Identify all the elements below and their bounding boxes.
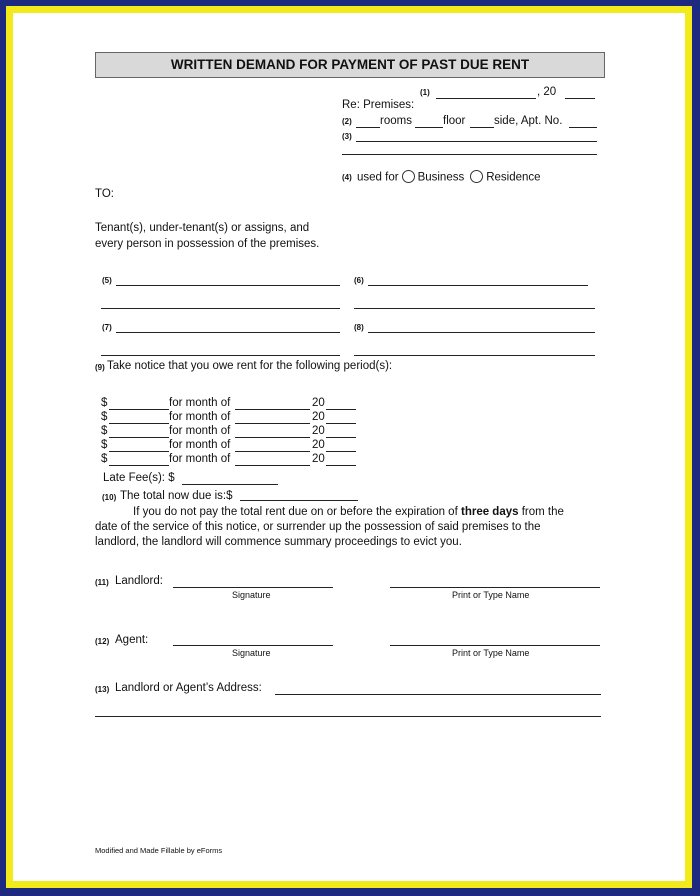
rooms-label: rooms (380, 115, 412, 127)
rent-month-field[interactable] (235, 423, 310, 424)
agent-name-caption: Print or Type Name (452, 648, 530, 658)
for-month-label: for month of (169, 439, 231, 451)
document-page (13, 13, 685, 881)
year-prefix: 20 (312, 439, 325, 451)
address-field[interactable] (275, 694, 601, 695)
rent-year-field[interactable] (326, 437, 356, 438)
year-prefix: 20 (312, 425, 325, 437)
rent-amount-field[interactable] (109, 465, 169, 466)
tenant-7-field-2[interactable] (101, 355, 340, 356)
field-number-10: (10) (102, 493, 117, 502)
used-for-text: used for (357, 171, 399, 184)
address-field-2[interactable] (95, 716, 601, 717)
late-fees-field[interactable] (182, 484, 278, 485)
rent-month-field[interactable] (235, 437, 310, 438)
field-number-1: (1) (420, 88, 430, 97)
landlord-name-field[interactable] (390, 587, 600, 588)
total-due-field[interactable] (240, 500, 358, 501)
dollar-sign: $ (101, 439, 108, 451)
field-number-7: (7) (102, 323, 112, 332)
rent-month-field[interactable] (235, 465, 310, 466)
field-number-12: (12) (95, 637, 110, 646)
dollar-sign: $ (101, 411, 108, 423)
landlord-signature-field[interactable] (173, 587, 333, 588)
field-number-6: (6) (354, 276, 364, 285)
rent-year-field[interactable] (326, 409, 356, 410)
tenant-text-line2: every person in possession of the premises. (95, 238, 320, 250)
late-fees-label: Late Fee(s): $ (103, 472, 175, 484)
business-radio[interactable] (402, 170, 415, 183)
field-number-13: (13) (95, 685, 110, 694)
notice-post: from the (521, 506, 564, 518)
landlord-label: Landlord: (115, 575, 163, 587)
address-label: Landlord or Agent’s Address: (115, 682, 262, 694)
field-number-9: (9) (95, 363, 105, 372)
rent-amount-field[interactable] (109, 437, 169, 438)
rent-amount-field[interactable] (109, 423, 169, 424)
agent-signature-field[interactable] (173, 645, 333, 646)
residence-label: Residence (486, 171, 541, 184)
take-notice-text: Take notice that you owe rent for the following period(s): (107, 360, 393, 372)
tenant-5-field-2[interactable] (101, 308, 340, 309)
tenant-7-field[interactable] (116, 332, 340, 333)
notice-line2: date of the service of this notice, or surrender up the possession of said premises to the (95, 521, 541, 533)
business-label: Business (417, 171, 465, 184)
for-month-label: for month of (169, 453, 231, 465)
field-number-8: (8) (354, 323, 364, 332)
agent-name-field[interactable] (390, 645, 600, 646)
footer-text: Modified and Made Fillable by eForms (95, 846, 223, 855)
tenant-8-field[interactable] (368, 332, 595, 333)
for-month-label: for month of (169, 397, 231, 409)
to-label: TO: (95, 188, 114, 200)
floor-label: floor (443, 115, 466, 127)
notice-line1 (133, 506, 564, 518)
tenant-text-line1: Tenant(s), under-tenant(s) or assigns, and (95, 222, 310, 234)
total-due-label: The total now due is:$ (120, 490, 233, 502)
premises-address-field-2[interactable] (342, 154, 597, 155)
dollar-sign: $ (101, 397, 108, 409)
field-number-5: (5) (102, 276, 112, 285)
rent-amount-field[interactable] (109, 451, 169, 452)
field-number-3: (3) (342, 132, 352, 141)
landlord-signature-caption: Signature (232, 590, 271, 600)
tenant-8-field-2[interactable] (354, 355, 595, 356)
side-field[interactable] (470, 127, 494, 128)
for-month-label: for month of (169, 411, 231, 423)
apt-no-field[interactable] (569, 127, 597, 128)
field-number-2: (2) (342, 117, 352, 126)
used-for-label (357, 170, 541, 185)
rent-amount-field[interactable] (109, 409, 169, 410)
form-title: WRITTEN DEMAND FOR PAYMENT OF PAST DUE RENT (95, 52, 605, 78)
tenant-6-field-2[interactable] (354, 308, 595, 309)
dollar-sign: $ (101, 453, 108, 465)
date-field[interactable] (436, 98, 536, 99)
floor-field[interactable] (415, 127, 443, 128)
rent-year-field[interactable] (326, 423, 356, 424)
year-prefix: 20 (312, 397, 325, 409)
date-year-field[interactable] (565, 98, 595, 99)
year-prefix: 20 (312, 453, 325, 465)
tenant-6-field[interactable] (368, 285, 588, 286)
notice-line3: landlord, the landlord will commence summary proceedings to evict you. (95, 536, 462, 548)
notice-bold: three days (460, 506, 519, 518)
side-apt-label: side, Apt. No. (494, 115, 563, 127)
rooms-field[interactable] (356, 127, 380, 128)
dollar-sign: $ (101, 425, 108, 437)
field-number-4: (4) (342, 173, 352, 182)
re-premises-label: Re: Premises: (342, 99, 415, 111)
residence-radio[interactable] (470, 170, 483, 183)
year-prefix: 20 (312, 411, 325, 423)
for-month-label: for month of (169, 425, 231, 437)
premises-address-field[interactable] (356, 141, 597, 142)
rent-year-field[interactable] (326, 465, 356, 466)
landlord-name-caption: Print or Type Name (452, 590, 530, 600)
rent-year-field[interactable] (326, 451, 356, 452)
rent-month-field[interactable] (235, 451, 310, 452)
agent-signature-caption: Signature (232, 648, 271, 658)
notice-pre: If you do not pay the total rent due on or before the expiration of (133, 506, 458, 518)
tenant-5-field[interactable] (116, 285, 340, 286)
date-year-label: , 20 (537, 86, 557, 98)
field-number-11: (11) (95, 578, 109, 587)
rent-month-field[interactable] (235, 409, 310, 410)
agent-label: Agent: (115, 634, 149, 646)
